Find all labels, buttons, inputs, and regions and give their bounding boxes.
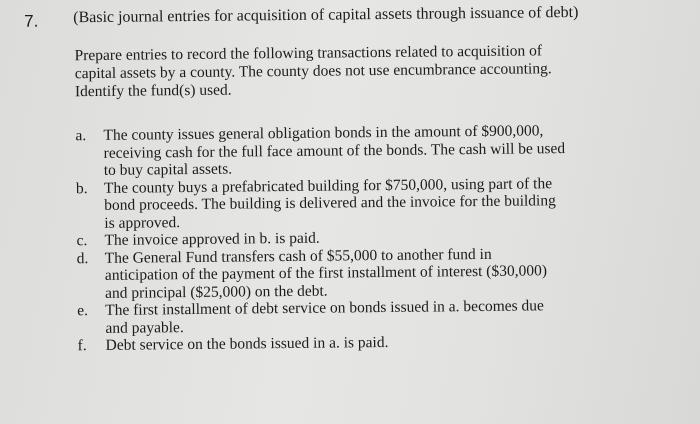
intro-line: Identify the fund(s) used. (74, 81, 232, 101)
item-line: receiving cash for the full face amount of the bonds. The cash will be used (103, 139, 566, 162)
item-marker: e. (77, 302, 89, 320)
item-marker: f. (77, 337, 87, 355)
item-line: to buy capital assets. (103, 160, 233, 179)
question-heading: (Basic journal entries for acquisition of capital assets through issuance of debt) (73, 3, 579, 27)
item-marker: b. (75, 179, 88, 197)
item-marker: c. (76, 232, 88, 250)
item-line: bond proceeds. The building is delivered and the invoice for the building (104, 192, 556, 214)
transaction-item-b (76, 174, 617, 232)
question-intro (74, 42, 595, 101)
transaction-list (75, 122, 617, 355)
transaction-item-e (77, 297, 617, 338)
item-line: Debt service on the bonds issued in a. is paid. (105, 333, 389, 354)
item-marker: d. (76, 249, 89, 267)
item-line: The first installment of debt service on bonds issued in a. becomes due (105, 297, 544, 319)
item-line: The invoice approved in b. is paid. (104, 229, 320, 249)
intro-line: capital assets by a county. The county does not use encumbrance accounting. (74, 60, 552, 83)
question-number: 7. (24, 11, 39, 31)
transaction-item-a (75, 122, 616, 180)
item-line: and payable. (105, 318, 184, 337)
item-marker: a. (75, 127, 87, 145)
item-line: The General Fund transfers cash of $55,000 to another fund in (104, 245, 492, 267)
item-line: anticipation of the payment of the first installment of interest ($30,000) (104, 262, 548, 284)
item-line: The county buys a prefabricated building for $750,000, using part of the (103, 174, 553, 197)
item-line: is approved. (104, 213, 181, 232)
item-line: The county issues general obligation bonds in the amount of $900,000, (103, 122, 544, 144)
intro-line: Prepare entries to record the following transactions related to acquisition of (74, 42, 543, 65)
item-line: and principal ($25,000) on the debt. (104, 282, 328, 302)
transaction-item-d (77, 244, 618, 302)
